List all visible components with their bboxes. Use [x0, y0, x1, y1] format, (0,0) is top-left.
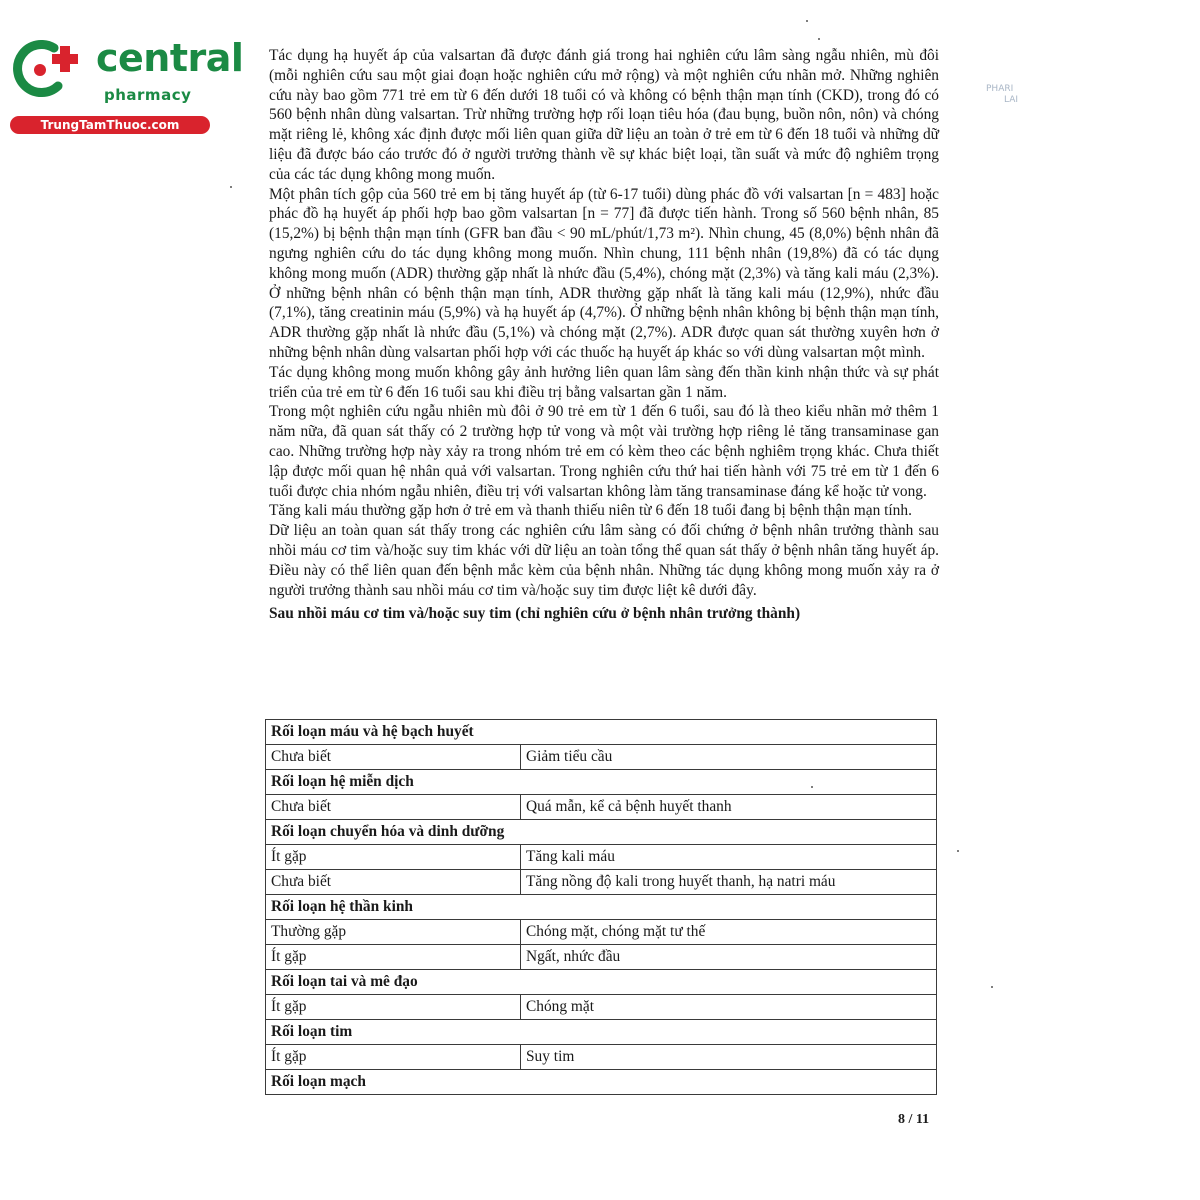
category-cell: Rối loạn hệ miễn dịch	[266, 770, 937, 795]
logo-subtitle: pharmacy	[104, 86, 192, 104]
effect-cell: Suy tim	[521, 1045, 937, 1070]
paragraph-pooled-analysis: Một phân tích gộp của 560 trẻ em bị tăng huyết áp (từ 6-17 tuổi) dùng phác đồ với valsartan [n = 483] hoặc phác đồ hạ huyết áp phối hợp bao gồm valsartan [n = 77] đã được tiến hành. Trong số 560 bệnh nhân, 85 (15,2%) bị bệnh thận mạn tính (GFR ban đầu < 90 mL/phút/1,73 m²). Nhìn chung, 45 (8,0%) bệnh nhân đã ngưng nghiên cứu do tác dụng không mong muốn. Nhìn chung, 111 bệnh nhân (19,8%) đã có tác dụng không mong muốn (ADR) thường gặp nhất là nhức đầu (5,4%), chóng mặt (2,3%) và tăng kali máu (2,3%). Ở những bệnh nhân có bệnh thận mạn tính, ADR thường gặp nhất là tăng kali máu (12,9%), nhức đầu (7,1%), tăng creatinin máu (5,9%) và hạ huyết áp (4,7%). Ở những bệnh nhân không bị bệnh thận mạn tính, ADR thường gặp nhất là nhức đầu (5,1%) và chóng mặt (2,7%). ADR được quan sát thường xuyên hơn ở những bệnh nhân dùng valsartan phối hợp với các thuốc hạ huyết áp khác so với dùng valsartan một mình.	[269, 185, 939, 361]
faded-stamp	[986, 84, 1026, 106]
logo-website: TrungTamThuoc.com	[10, 116, 210, 134]
pharmacy-cross-logo-icon	[10, 40, 88, 100]
table-row-category	[266, 820, 937, 845]
table-row-category	[266, 1070, 937, 1095]
table-row	[266, 745, 937, 770]
paragraph-neurocognitive: Tác dụng không mong muốn không gây ảnh hưởng liên quan lâm sàng đến thần kinh nhận thức và sự phát triển của trẻ em từ 6 đến 16 tuổi sau khi điều trị bằng valsartan gần 1 năm.	[269, 363, 939, 401]
adverse-reactions-table	[265, 719, 937, 1095]
table-row-category	[266, 770, 937, 795]
table-row-category	[266, 895, 937, 920]
scan-speck	[957, 850, 959, 852]
category-cell: Rối loạn mạch	[266, 1070, 937, 1095]
category-cell: Rối loạn chuyển hóa và dinh dưỡng	[266, 820, 937, 845]
table-row	[266, 870, 937, 895]
document-body	[269, 46, 939, 624]
table-row	[266, 995, 937, 1020]
logo-brand-name: central	[96, 36, 244, 80]
effect-cell: Chóng mặt, chóng mặt tư thế	[521, 920, 937, 945]
table-row-category	[266, 1020, 937, 1045]
table-row	[266, 945, 937, 970]
frequency-cell: Thường gặp	[266, 920, 521, 945]
scan-speck	[230, 186, 232, 188]
frequency-cell: Ít gặp	[266, 995, 521, 1020]
paragraph-young-children-study: Trong một nghiên cứu ngẫu nhiên mù đôi ở 90 trẻ em từ 1 đến 6 tuổi, sau đó là theo kiểu nhãn mở thêm 1 năm nữa, đã quan sát thấy có 2 trường hợp tử vong và một vài trường hợp riêng lẻ tăng transaminase gan cao. Những trường hợp này xảy ra trong nhóm trẻ em có kèm theo các bệnh nghiêm trọng khác. Chưa thiết lập được mối quan hệ nhân quả với valsartan. Trong nghiên cứu thứ hai tiến hành với 75 trẻ em từ 1 đến 6 tuổi được chia nhóm ngẫu nhiên, điều trị với valsartan không làm tăng transaminase đáng kể hoặc tử vong.	[269, 403, 939, 500]
table-heading: Sau nhồi máu cơ tim và/hoặc suy tim (chỉ nghiên cứu ở bệnh nhân trưởng thành)	[269, 605, 801, 623]
effect-cell: Chóng mặt	[521, 995, 937, 1020]
category-cell: Rối loạn tai và mê đạo	[266, 970, 937, 995]
paragraph-hyperkalemia: Tăng kali máu thường gặp hơn ở trẻ em và thanh thiếu niên từ 6 đến 18 tuổi đang bị bệnh thận mạn tính.	[269, 502, 912, 520]
frequency-cell: Ít gặp	[266, 845, 521, 870]
stamp-line-1: PHARI	[986, 84, 1014, 94]
table-row	[266, 920, 937, 945]
central-pharmacy-logo	[10, 36, 244, 136]
effect-cell: Giảm tiểu cầu	[521, 745, 937, 770]
paragraph-adult-safety: Dữ liệu an toàn quan sát thấy trong các nghiên cứu lâm sàng có đối chứng ở bệnh nhân trưởng thành sau nhồi máu cơ tim và/hoặc suy tim khác với dữ liệu an toàn tổng thể quan sát thấy ở bệnh nhân tăng huyết áp. Điều này có thể liên quan đến bệnh mắc kèm của bệnh nhân. Những tác dụng không mong muốn xảy ra ở người trưởng thành sau nhồi máu cơ tim và/hoặc suy tim được liệt kê dưới đây.	[269, 522, 939, 599]
effect-cell: Tăng nồng độ kali trong huyết thanh, hạ natri máu	[521, 870, 937, 895]
table-row-category	[266, 720, 937, 745]
scan-speck	[991, 986, 993, 988]
effect-cell: Ngất, nhức đầu	[521, 945, 937, 970]
page-number: 8 / 11	[898, 1112, 930, 1127]
scan-speck	[806, 20, 808, 22]
frequency-cell: Ít gặp	[266, 1045, 521, 1070]
paragraph-pediatric-studies: Tác dụng hạ huyết áp của valsartan đã được đánh giá trong hai nghiên cứu lâm sàng ngẫu nhiên, mù đôi (mỗi nghiên cứu sau một giai đoạn hoặc nghiên cứu mở rộng) và một nghiên cứu nhãn mở. Những nghiên cứu này bao gồm 771 trẻ em từ 6 đến dưới 18 tuổi có và không có bệnh thận mạn tính (CKD), trong đó có 560 bệnh nhân dùng valsartan. Trừ những trường hợp rối loạn tiêu hóa (đau bụng, buồn nôn, nôn) và chóng mặt riêng lẻ, không xác định được mối liên quan giữa dữ liệu an toàn ở trẻ em từ 6 đến 18 tuổi và những dữ liệu đã được báo cáo trước đó ở người trưởng thành về sự khác biệt loại, tần suất và mức độ nghiêm trọng của các tác dụng không mong muốn.	[269, 47, 939, 183]
table-row	[266, 795, 937, 820]
stamp-line-2: LAI	[1004, 95, 1019, 105]
scan-speck	[811, 786, 813, 788]
scan-speck	[818, 38, 820, 40]
frequency-cell: Ít gặp	[266, 945, 521, 970]
category-cell: Rối loạn hệ thần kinh	[266, 895, 937, 920]
frequency-cell: Chưa biết	[266, 870, 521, 895]
category-cell: Rối loạn tim	[266, 1020, 937, 1045]
category-cell: Rối loạn máu và hệ bạch huyết	[266, 720, 937, 745]
table-row-category	[266, 970, 937, 995]
frequency-cell: Chưa biết	[266, 745, 521, 770]
frequency-cell: Chưa biết	[266, 795, 521, 820]
effect-cell: Quá mẫn, kể cả bệnh huyết thanh	[521, 795, 937, 820]
table-row	[266, 845, 937, 870]
effect-cell: Tăng kali máu	[521, 845, 937, 870]
table-row	[266, 1045, 937, 1070]
